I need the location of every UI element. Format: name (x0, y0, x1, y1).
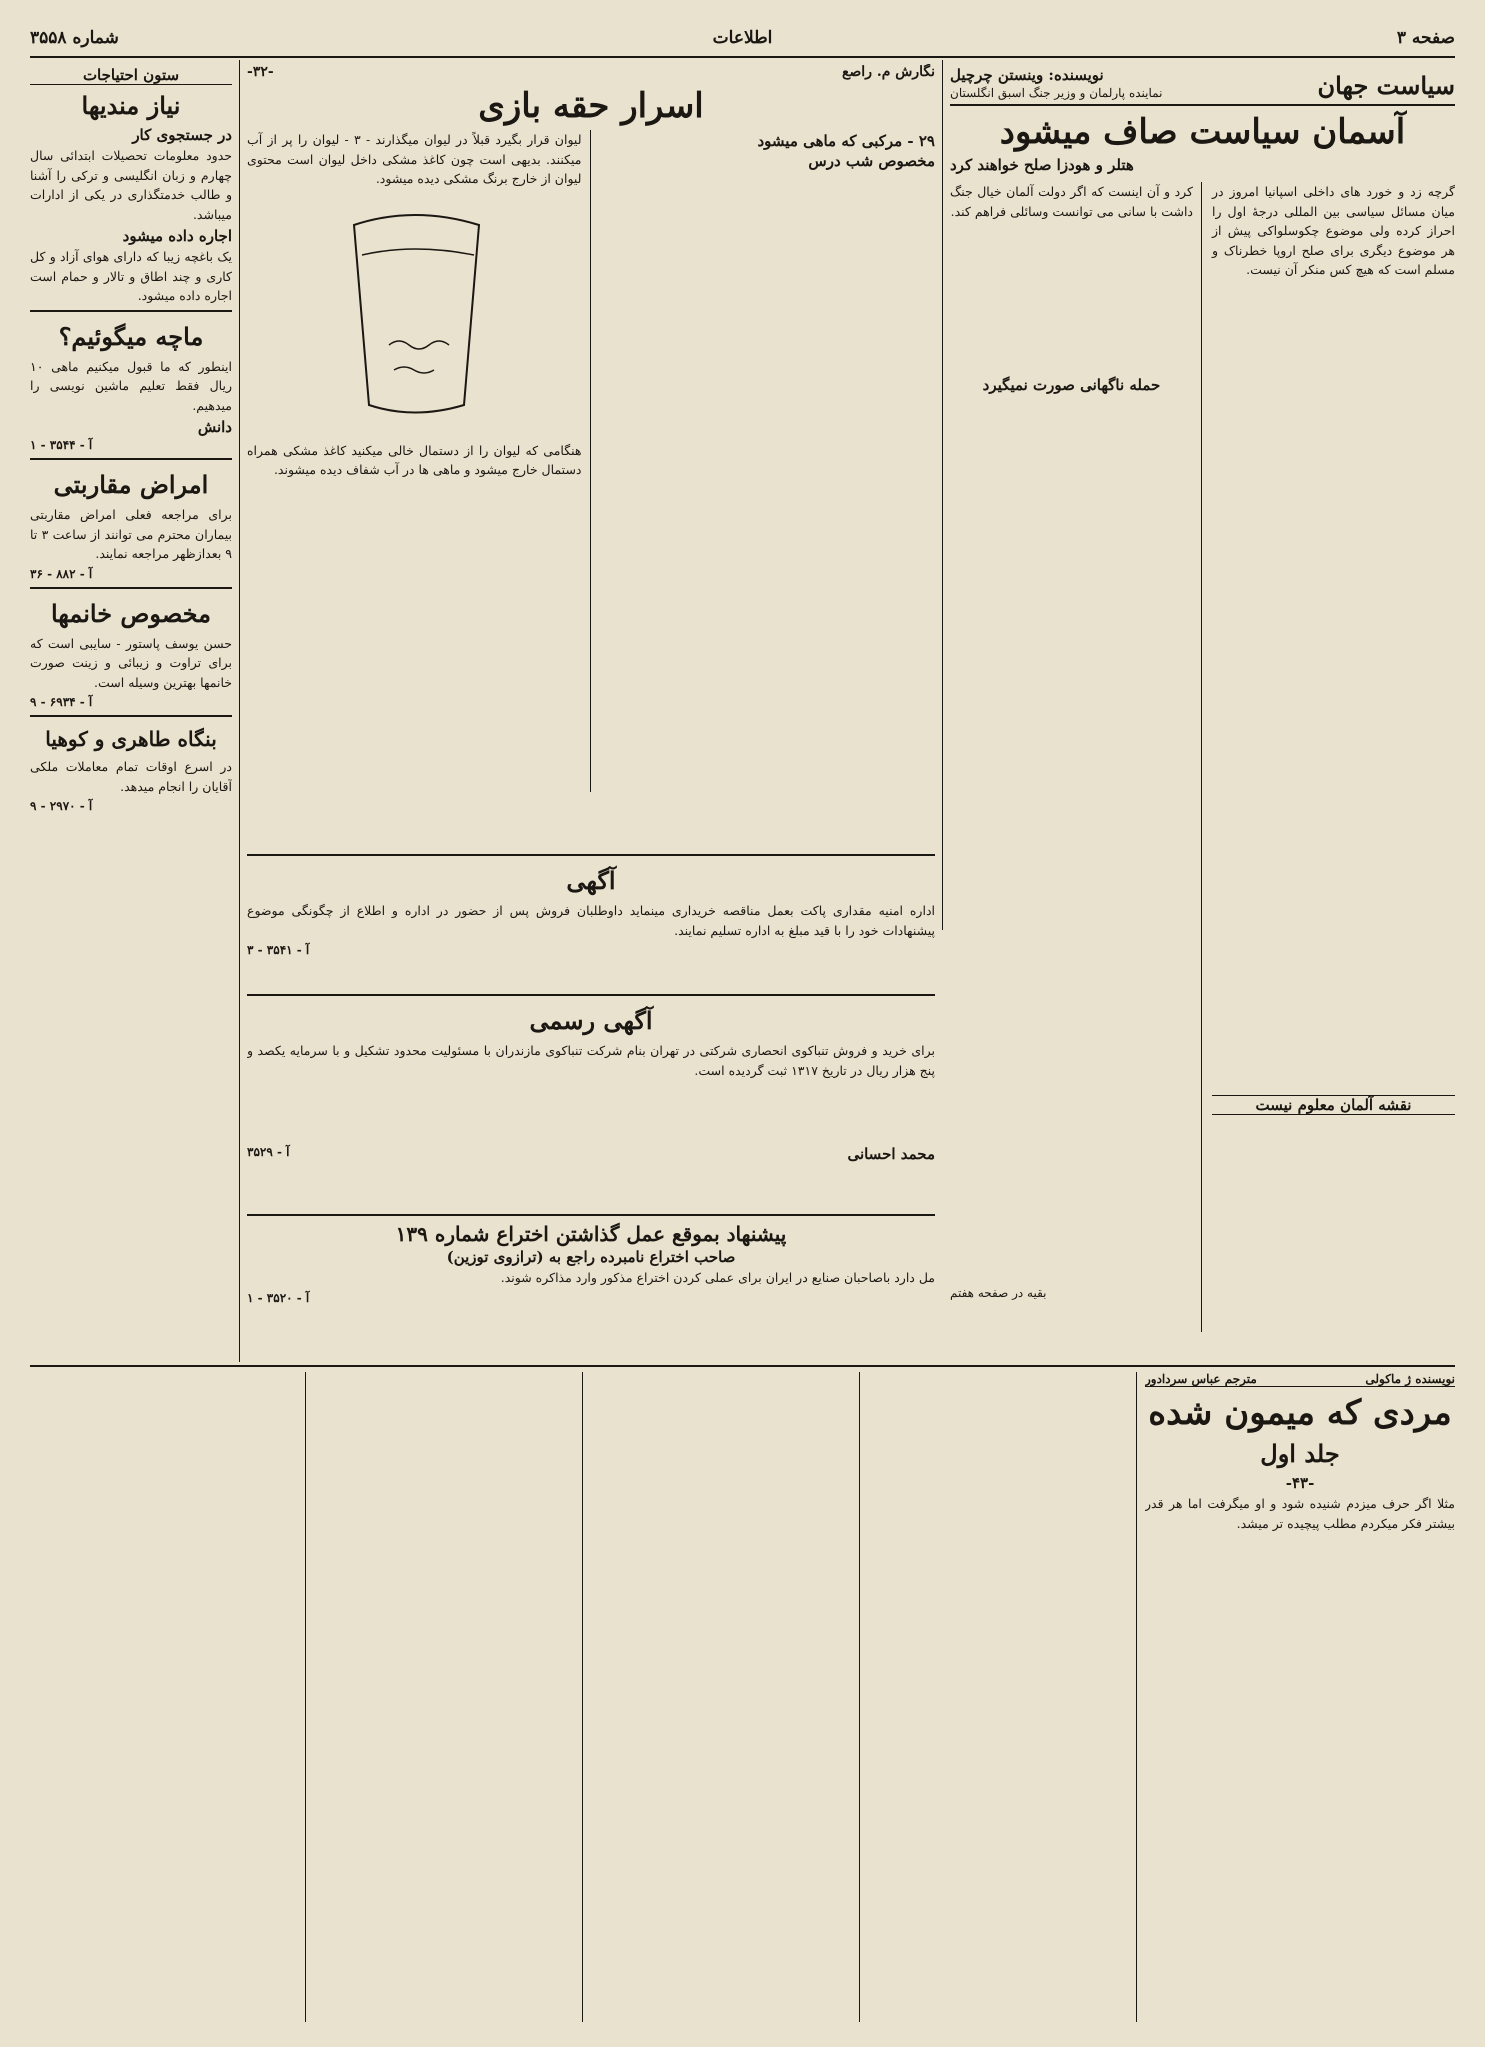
ad-body: در اسرع اوقات تمام معاملات ملکی آقایان را انجام میدهد. (30, 759, 232, 794)
ad-heading: بنگاه طاهری و کوهیا (45, 727, 217, 751)
official-notice-box (247, 994, 935, 1210)
novel-column (1145, 1372, 1455, 2022)
article-paragraph: لیوان قرار بگیرد قبلاً در لیوان میگذارند - ۳ - لیوان را پر از آب میکنند. بدیهی است چون کاغذ مشکی داخل لیوان است محتوی لیوان از خارج برنگ مشکی دیده میشود. (247, 132, 582, 186)
article-paragraph: کرد و آن اینست که اگر دولت آلمان خیال جنگ داشت با سانی می توانست وسائلی فراهم کند. (950, 184, 1193, 219)
patent-notice-box (247, 1214, 935, 1370)
article-body-text (950, 224, 1193, 374)
article-body-text (950, 396, 1193, 1286)
ad-ref: آ - ۳۵۴۴ - ۱ (30, 438, 93, 452)
politics-article (950, 64, 1455, 1362)
column-rule (942, 60, 943, 930)
novel-volume: جلد اول (1260, 1439, 1340, 1468)
novel-continuation (29, 1372, 1137, 2022)
article-paragraph: گرچه زد و خورد های داخلی اسپانیا امروز در میان مسائل سیاسی بین المللی درجهٔ اول را احراز کرده ولی موضوع چکوسلواکی پیش از هر موضوع دیگری برای صلح اروپا خطرناک و مسلم است که هیچ کس منکر آن نیست. (1212, 184, 1455, 277)
glass-sketch-illustration (314, 195, 514, 435)
series-number: -۳۲- (247, 64, 274, 80)
article-subtitle: ۲۹ - مرکبی که ماهی میشود (757, 132, 935, 150)
novel-title: مردی که میمون شده (1148, 1393, 1452, 1433)
novel-column-text (582, 1372, 859, 2022)
novel-author: نویسنده ژ ماکولی (1365, 1372, 1455, 1386)
notice-title: آگهی (566, 866, 616, 895)
section-subhead: نقشه آلمان معلوم نیست (1212, 1095, 1455, 1115)
ad-heading: امراض مقاربتی (53, 470, 209, 499)
article-body-text (247, 483, 582, 683)
article-body-text (601, 172, 936, 792)
notice-ref: آ - ۳۵۴۱ - ۳ (247, 943, 310, 957)
ad-ref: آ - ۶۹۳۴ - ۹ (30, 695, 93, 709)
ad-heading: ماچه میگوئیم؟ (58, 321, 204, 351)
article-body-text (1212, 283, 1455, 1093)
section-title: سیاست جهان (1317, 71, 1455, 100)
novel-column-text (29, 1372, 305, 2022)
novel-column-text (305, 1372, 582, 2022)
official-notice-ref: آ - ۳۵۲۹ (247, 1145, 290, 1159)
column-rule (239, 60, 240, 1362)
novel-series-number: -۴۳- (1285, 1474, 1315, 1492)
patent-ref: آ - ۳۵۲۰ - ۱ (247, 1290, 310, 1305)
ad-body: حسن یوسف پاستور - سایبی است که برای تراوت و زیبائی و زینت صورت خانمها بهترین وسیله است. (30, 635, 232, 690)
issue-number: شماره ۳۵۵۸ (30, 28, 119, 48)
masthead (30, 20, 1455, 58)
official-notice-title: آگهی رسمی (529, 1006, 653, 1035)
magic-article (247, 64, 935, 844)
classifieds-title: نیاز مندیها (81, 91, 181, 120)
ad-heading: اجاره داده میشود (122, 227, 232, 245)
article-paragraph: هنگامی که لیوان را از دستمال خالی میکنید کاغذ مشکی همراه دستمال خارج میشود و ماهی ها در آب شفاف دیده میشوند. (247, 442, 582, 477)
classifieds-column (30, 64, 232, 1362)
ad-body: یک باغچه زیبا که دارای هوای آزاد و کل کاری و چند اطاق و تالار و حمام است اجاره داده میشود. (30, 249, 232, 303)
section-subhead: حمله ناگهانی صورت نمیگیرد (982, 376, 1161, 394)
newspaper-name: اطلاعات (712, 28, 773, 48)
author-note: نماینده پارلمان و وزیر جنگ اسبق انگلستان (950, 86, 1163, 100)
novel-translator: مترجم عباس سردادور (1145, 1372, 1257, 1386)
patent-subtitle: صاحب اختراع نامبرده راجع به (ترازوی توزین) (446, 1248, 736, 1266)
official-signer: محمد احسانی (847, 1145, 935, 1163)
author-line: نویسنده: وینستن چرچیل (950, 66, 1104, 84)
subheadline: هتلر و هودزا صلح خواهند کرد (950, 156, 1134, 174)
ad-body: حدود معلومات تحصیلات ابتدائی سال چهارم و زبان انگلیسی و ترکی را آشنا و طالب خدمتگذاری در یکی از ادارات میباشد. (30, 148, 232, 222)
official-notice-text (247, 1083, 935, 1143)
classifieds-header: ستون احتیاجات (30, 66, 232, 85)
ad-body: اینطور که ما قبول میکنیم ماهی ۱۰ ریال فقط تعلیم ماشین نویسی را میدهیم. (30, 358, 232, 413)
byline: نگارش م. راصع (841, 64, 935, 80)
ad-ref: آ - ۸۸۲ - ۳۶ (30, 566, 93, 581)
article-subtitle-2: مخصوص شب درس (808, 152, 935, 170)
page-number: صفحه ۳ (1396, 28, 1455, 48)
ad-brand: دانش (197, 418, 232, 436)
ad-heading: در جستجوی کار (132, 126, 232, 144)
novel-paragraph: مثلا اگر حرف میزدم شنیده شود و او میگرفت اما هر قدر بیشتر فکر میکردم مطلب پیچیده تر میشد. (1145, 1496, 1455, 1531)
patent-title: پیشنهاد بموقع عمل گذاشتن اختراع شماره ۱۳۹ (395, 1222, 787, 1246)
continued-note: بقیه در صفحه هفتم (950, 1286, 1047, 1300)
patent-body: مل دارد باصاحبان صنایع در ایران برای عملی کردن اختراع مذکور وارد مذاکره شوند. (500, 1270, 935, 1285)
ad-body: برای مراجعه فعلی امراض مقاربتی بیماران محترم می توانند از ساعت ۳ تا ۹ بعدازظهر مراجعه نمایند. (30, 507, 232, 561)
novel-column-text (859, 1372, 1136, 2022)
ad-heading: مخصوص خانمها (50, 598, 211, 628)
ad-ref: آ - ۲۹۷۰ - ۹ (30, 799, 93, 813)
notice-body: اداره امنیه مقداری پاکت بعمل مناقصه خریداری مینماید داوطلبان فروش پس از حضور در اداره و اطلاع از چگونگی موضوع پیشنهادات خود را با قید مبلغ به اداره تسلیم نمایند. (247, 903, 935, 938)
novel-body-text (1145, 1536, 1455, 1916)
article-title: اسرار حقه بازی (478, 86, 704, 126)
official-notice-body: برای خرید و فروش تنباکوی انحصاری شرکتی در تهران بنام شرکت تنباکوی مازندران با مسئولیت محدود تشکیل و با سرمایه یکصد و پنج هزار ریال در تاریخ ۱۳۱۷ ثبت گردیده است. (247, 1043, 935, 1078)
article-body-text (1212, 1117, 1455, 1347)
notice-box (247, 854, 935, 990)
headline: آسمان سیاست صاف میشود (999, 112, 1406, 152)
